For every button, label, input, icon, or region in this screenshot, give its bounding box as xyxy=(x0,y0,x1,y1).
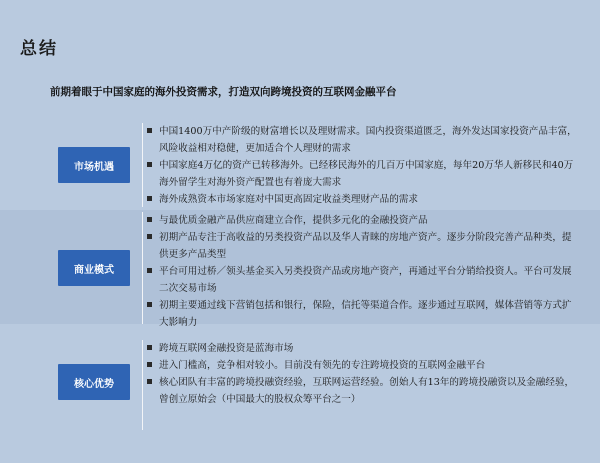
bullet-marker-icon xyxy=(147,362,152,367)
section-label: 市场机遇 xyxy=(58,147,130,183)
section-label: 核心优势 xyxy=(58,364,130,400)
bullet-item: 初期主要通过线下营销包括和银行，保险，信托等渠道合作。逐步通过互联网，媒体营销等方式扩大影响力 xyxy=(147,297,578,331)
bullet-item: 海外成熟资本市场家庭对中国更高固定收益类理财产品的需求 xyxy=(147,191,578,208)
section-bullets xyxy=(142,340,578,430)
bullet-item: 与最优质金融产品供应商建立合作，提供多元化的金融投资产品 xyxy=(147,212,578,229)
bullet-marker-icon xyxy=(147,302,152,307)
bullet-item: 中国家庭4万亿的资产已转移海外。已经移民海外的几百万中国家庭，每年20万华人新移民和40万海外留学生对海外资产配置也有着庞大需求 xyxy=(147,157,578,191)
bullet-marker-icon xyxy=(147,217,152,222)
section-core-advantages xyxy=(58,340,578,430)
bullet-marker-icon xyxy=(147,268,152,273)
bullet-item: 进入门槛高，竞争相对较小。目前没有领先的专注跨境投资的互联网金融平台 xyxy=(147,357,578,374)
bullet-item: 平台可用过桥／领头基金买入另类投资产品或房地产资产，再通过平台分销给投资人。平台可发展二次交易市场 xyxy=(147,263,578,297)
bullet-marker-icon xyxy=(147,345,152,350)
slide-title: 总结 xyxy=(20,39,58,59)
bullet-item: 核心团队有丰富的跨境投融资经验，互联网运营经验。创始人有13年的跨境投融资以及金融经验，曾创立原始会（中国最大的股权众筹平台之一） xyxy=(147,374,578,408)
bullet-item: 初期产品专注于高收益的另类投资产品以及华人青睐的房地产资产。逐步分阶段完善产品种类，提供更多产品类型 xyxy=(147,229,578,263)
bullet-marker-icon xyxy=(147,379,152,384)
section-market-opportunity xyxy=(58,123,578,207)
bullet-item: 跨境互联网金融投资是蓝海市场 xyxy=(147,340,578,357)
section-bullets xyxy=(142,212,578,328)
bullet-marker-icon xyxy=(147,234,152,239)
section-business-model xyxy=(58,212,578,328)
bullet-marker-icon xyxy=(147,196,152,201)
slide-subtitle: 前期着眼于中国家庭的海外投资需求，打造双向跨境投资的互联网金融平台 xyxy=(50,86,397,98)
bullet-marker-icon xyxy=(147,162,152,167)
section-bullets xyxy=(142,123,578,207)
bullet-item: 中国1400万中产阶级的财富增长以及理财需求。国内投资渠道匮乏，海外发达国家投资产品丰富，风险收益相对稳健，更加适合个人理财的需求 xyxy=(147,123,578,157)
section-label: 商业模式 xyxy=(58,250,130,286)
bullet-marker-icon xyxy=(147,128,152,133)
